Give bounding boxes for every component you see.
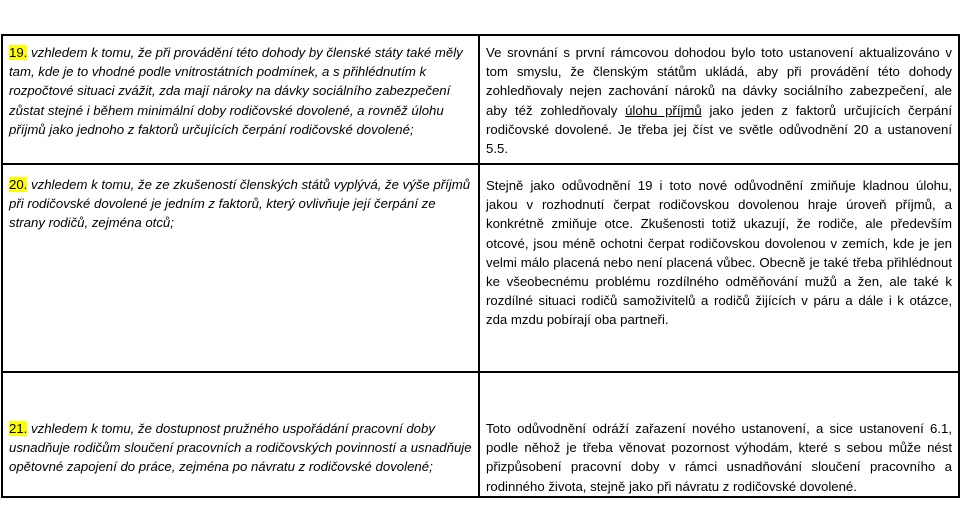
commentary-cell: [479, 164, 959, 372]
recital-text: [3, 165, 478, 233]
table-row: [2, 164, 959, 372]
commentary-part: Ve srovnání s první rámcovou dohodou bylo toto ustanovení aktualizováno v tom smyslu, že členským státům ukládá, aby při provádění této dohody zohledňovaly nejen zachování nároků na dávky sociálního zabezpečení, ale aby též zohledňovaly: [486, 45, 952, 118]
commentary-cell: [479, 372, 959, 497]
recital-body: vzhledem k tomu, že dostupnost pružného uspořádání pracovní doby usnadňuje rodičům sloučení pracovních a rodičovských povinností a usnadňuje opětovné zapojení do práce, zejména po návratu z rodičovské dovolené;: [9, 421, 472, 475]
commentary-text: [480, 36, 958, 158]
commentary-cell: [479, 35, 959, 164]
recital-cell: [2, 372, 479, 497]
table-row: [2, 35, 959, 164]
recital-text: [3, 373, 478, 477]
recital-number: 21.: [9, 421, 28, 436]
commentary-underlined: úlohu příjmů: [625, 102, 702, 118]
recital-body: vzhledem k tomu, že ze zkušeností členských států vyplývá, že výše příjmů při rodičovské dovolené je jedním z faktorů, který ovlivňuje její čerpání ze strany rodičů, zejména otců;: [9, 177, 471, 231]
commentary-text: Stejně jako odůvodnění 19 i toto nové odůvodnění zmiňuje kladnou úlohu, jakou v rozhodnutí čerpat rodičovskou dovolenou hraje úroveň příjmů, a konkrétně zmiňuje otce. Zkušenosti totiž ukazují, že rodiče, ale především otcové, jsou méně ochotni čerpat rodičovskou dovolenou v zemích, kde je jen velmi málo placená nebo není placená vůbec. Obecně je také třeba přihlédnout ke všeobecnému problému rozdílného odměňování mužů a žen, ale také k rozdílné situaci rodičů samoživitelů a rodičů žijících v páru a dále i k otázce, zda mzdu pobírají oba partneři.: [486, 178, 952, 328]
recital-cell: [2, 35, 479, 164]
recital-number: 20.: [9, 177, 28, 192]
recital-cell: [2, 164, 479, 372]
recital-body: vzhledem k tomu, že při provádění této dohody by členské státy také měly tam, kde je to vhodné podle vnitrostátních podmínek, a s přihlédnutím k rozpočtové situaci zvážit, zda mají nároky na dávky sociálního zabezpečení zůstat stejné i během minimální doby rodičovské dovolené, a rovněž úlohu příjmů jako jednoho z faktorů určujících čerpání rodičovské dovolené;: [9, 45, 463, 137]
comparison-table: [1, 34, 960, 498]
commentary-part: jako jeden z faktorů určujících čerpání rodičovské dovolené. Je třeba jej číst ve světle odůvodnění 20 a ustanovení 5.5.: [486, 102, 952, 157]
recital-number: 19.: [9, 45, 28, 60]
commentary-text: Toto odůvodnění odráží zařazení nového ustanovení, a sice ustanovení 6.1, podle něhož je třeba věnovat pozornost výhodám, které s sebou může nést přizpůsobení pracovní doby v rámci usnadňování sloučení pracovního a rodinného života, stejně jako při návratu z rodičovské dovolené.: [486, 421, 952, 494]
table-row: [2, 372, 959, 497]
recital-text: [3, 36, 478, 139]
